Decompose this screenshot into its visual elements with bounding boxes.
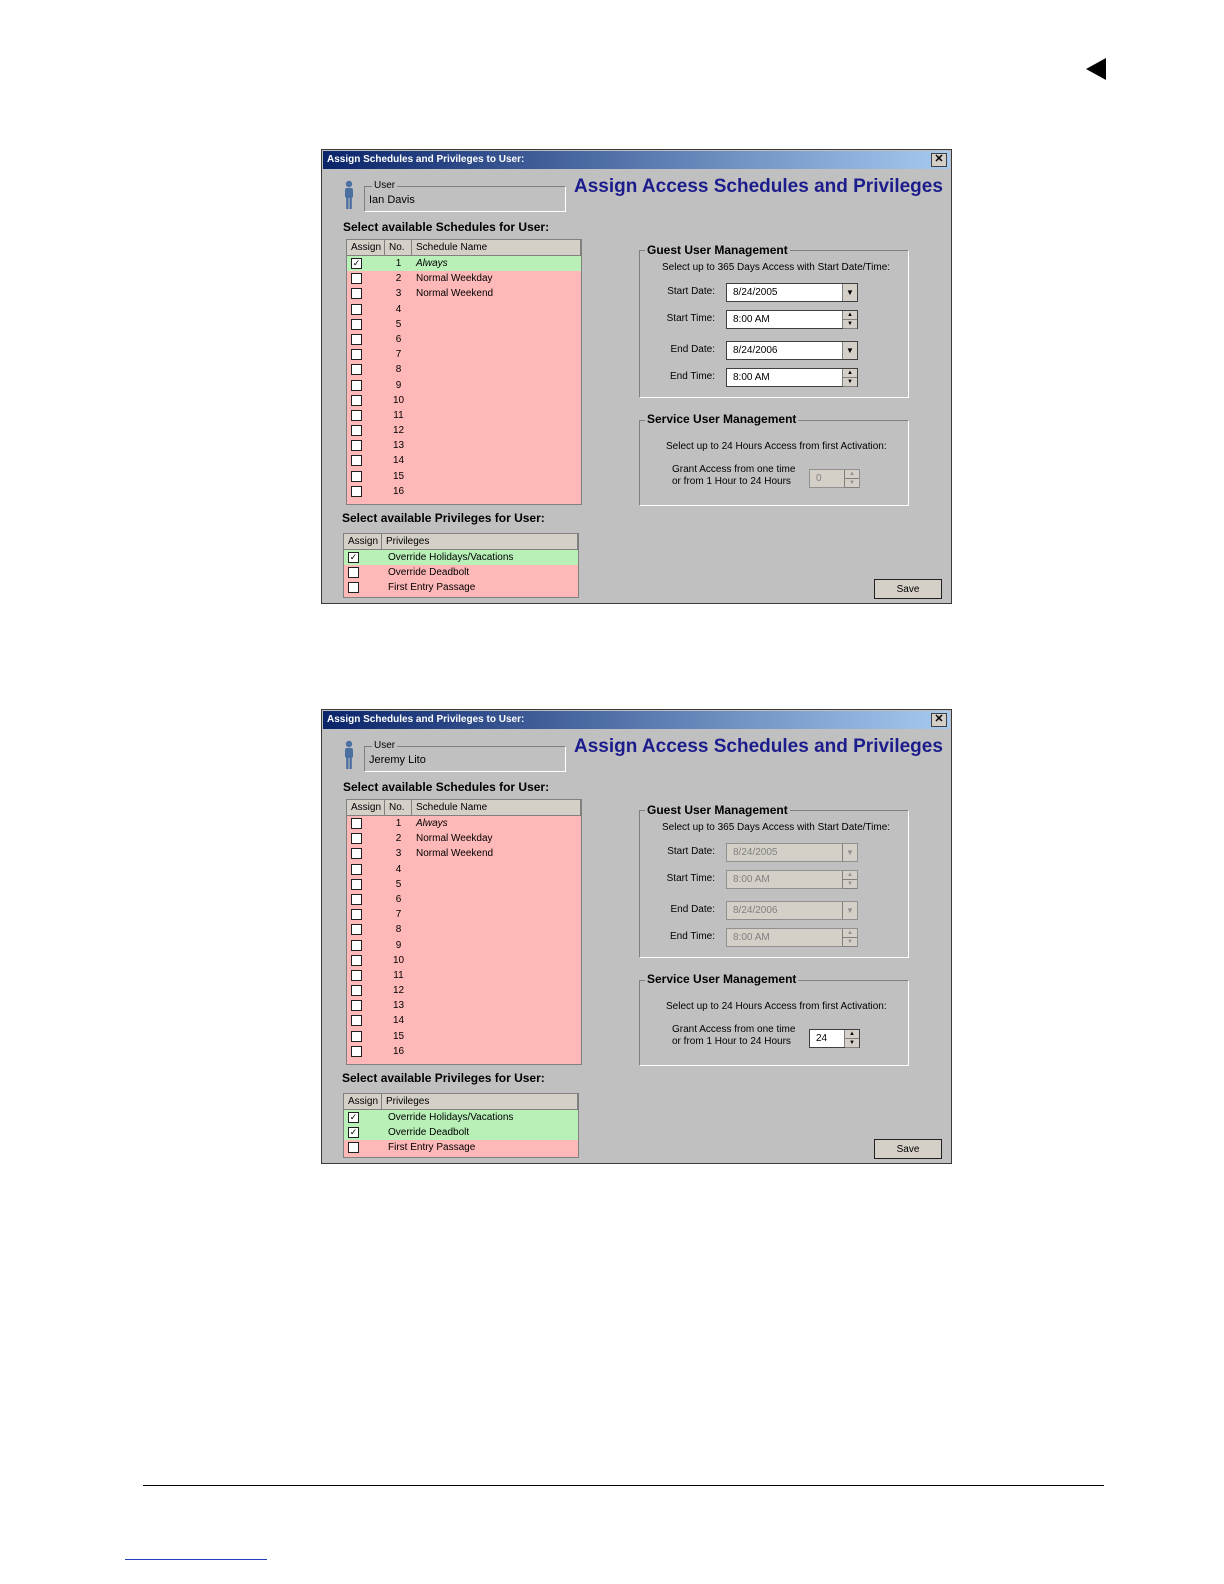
spin-down-icon[interactable]: ▼ xyxy=(843,378,857,387)
schedule-name xyxy=(412,317,416,332)
privileges-header xyxy=(344,1094,578,1110)
privilege-row[interactable] xyxy=(344,1140,578,1155)
schedule-number: 1 xyxy=(395,258,402,269)
privilege-row[interactable] xyxy=(344,580,578,595)
spin-buttons[interactable] xyxy=(842,871,857,888)
column-header[interactable]: Schedule Name xyxy=(412,800,581,815)
schedule-name: Always xyxy=(416,258,448,269)
assign-cell xyxy=(347,922,385,937)
assign-cell xyxy=(347,1029,385,1044)
assign-checkbox[interactable] xyxy=(351,319,362,330)
dialog-heading: Assign Access Schedules and Privileges xyxy=(574,736,943,757)
user-label: User xyxy=(374,180,396,191)
hours-spinner[interactable] xyxy=(809,1029,860,1048)
assign-cell xyxy=(347,347,385,362)
schedule-number: 13 xyxy=(392,440,405,452)
schedule-row[interactable] xyxy=(347,271,581,286)
assign-checkbox[interactable]: ✓ xyxy=(352,258,361,268)
end-date-picker[interactable] xyxy=(726,341,858,360)
schedule-row[interactable] xyxy=(347,453,581,468)
assign-checkbox[interactable] xyxy=(351,909,362,920)
assign-cell xyxy=(347,862,385,877)
spin-buttons[interactable] xyxy=(842,369,857,386)
schedule-number: 16 xyxy=(392,1045,405,1057)
end-date-label: End Date: xyxy=(670,344,715,355)
schedule-number: 5 xyxy=(395,878,402,890)
schedule-name xyxy=(412,998,416,1013)
schedule-name xyxy=(412,877,416,892)
assign-cell xyxy=(347,256,385,271)
assign-dialog xyxy=(321,149,952,604)
assign-checkbox[interactable] xyxy=(348,1142,359,1153)
start-time-spinner[interactable] xyxy=(726,310,858,329)
assign-cell xyxy=(344,1125,382,1140)
schedule-number: 2 xyxy=(395,833,402,845)
schedule-number: 8 xyxy=(395,924,402,936)
schedules-label: Select available Schedules for User: xyxy=(343,220,550,234)
assign-checkbox[interactable] xyxy=(351,1000,362,1011)
schedule-name xyxy=(412,423,416,438)
end-date-label: End Date: xyxy=(670,904,715,915)
schedule-number: 7 xyxy=(395,349,402,361)
privilege-row[interactable] xyxy=(344,1125,578,1140)
schedule-number: 14 xyxy=(392,455,405,467)
assign-cell xyxy=(347,846,385,861)
hours-value: 0 xyxy=(816,473,822,484)
service-group-title: Service User Management xyxy=(647,972,797,986)
close-icon[interactable]: ✕ xyxy=(931,153,947,167)
save-button[interactable]: Save xyxy=(874,579,942,599)
schedule-row[interactable] xyxy=(347,816,581,831)
footer-link-underline[interactable] xyxy=(125,1559,267,1560)
schedule-row[interactable] xyxy=(347,362,581,377)
schedule-row[interactable] xyxy=(347,484,581,499)
schedule-name xyxy=(412,484,416,499)
guest-description: Select up to 365 Days Access with Start Date/Time: xyxy=(662,822,891,833)
assign-checkbox[interactable] xyxy=(351,879,362,890)
assign-cell xyxy=(347,1013,385,1028)
assign-cell xyxy=(347,998,385,1013)
schedule-row[interactable] xyxy=(347,877,581,892)
schedule-name: Normal Weekday xyxy=(416,833,493,845)
assign-cell xyxy=(347,1044,385,1059)
schedule-row[interactable] xyxy=(347,423,581,438)
spin-buttons[interactable] xyxy=(842,929,857,946)
assign-cell xyxy=(347,907,385,922)
assign-cell xyxy=(344,565,382,580)
schedule-number: 10 xyxy=(392,954,405,966)
schedule-row[interactable] xyxy=(347,998,581,1013)
user-name: Ian Davis xyxy=(369,194,415,206)
privileges-header xyxy=(344,534,578,550)
column-header[interactable]: No. xyxy=(385,800,412,815)
schedule-name xyxy=(412,332,416,347)
start-date-value: 8/24/2005 xyxy=(733,847,778,858)
column-header[interactable]: Privileges xyxy=(382,534,578,549)
grant-text-line1: Grant Access from one time xyxy=(672,1024,796,1035)
column-header[interactable]: Assign xyxy=(344,1094,382,1109)
assign-checkbox[interactable] xyxy=(351,1046,362,1057)
schedules-grid xyxy=(346,239,582,505)
privileges-grid xyxy=(343,533,579,598)
schedule-number: 14 xyxy=(392,1015,405,1027)
schedule-name: Normal Weekday xyxy=(416,273,493,285)
start-time-label: Start Time: xyxy=(666,313,715,324)
schedule-name xyxy=(412,862,416,877)
schedule-row[interactable] xyxy=(347,332,581,347)
schedule-name xyxy=(412,1013,416,1028)
schedule-row[interactable] xyxy=(347,393,581,408)
schedule-name xyxy=(412,1029,416,1044)
assign-cell xyxy=(347,362,385,377)
assign-checkbox[interactable] xyxy=(351,924,362,935)
assign-checkbox[interactable] xyxy=(351,940,362,951)
assign-cell xyxy=(347,271,385,286)
column-header[interactable]: Privileges xyxy=(382,1094,578,1109)
schedule-row[interactable] xyxy=(347,831,581,846)
schedule-name xyxy=(412,362,416,377)
assign-checkbox[interactable] xyxy=(351,395,362,406)
schedule-name xyxy=(412,378,416,393)
end-date-value: 8/24/2006 xyxy=(733,905,778,916)
schedule-row[interactable] xyxy=(347,892,581,907)
start-date-label: Start Date: xyxy=(667,846,715,857)
assign-cell xyxy=(344,550,382,565)
privilege-row[interactable] xyxy=(344,1110,578,1125)
assign-cell xyxy=(347,469,385,484)
spin-buttons[interactable] xyxy=(844,470,859,487)
assign-cell xyxy=(347,453,385,468)
assign-cell xyxy=(347,378,385,393)
assign-checkbox[interactable] xyxy=(351,818,362,829)
assign-cell xyxy=(347,332,385,347)
schedule-name xyxy=(412,953,416,968)
schedules-header xyxy=(347,240,581,256)
end-time-label: End Time: xyxy=(669,931,715,942)
assign-checkbox[interactable]: ✓ xyxy=(349,552,358,562)
user-name: Jeremy Lito xyxy=(369,754,426,766)
user-icon xyxy=(342,740,356,770)
schedules-header xyxy=(347,800,581,816)
assign-cell xyxy=(347,438,385,453)
assign-checkbox[interactable] xyxy=(351,471,362,482)
schedules-grid xyxy=(346,799,582,1065)
assign-checkbox[interactable] xyxy=(351,1015,362,1026)
start-time-value: 8:00 AM xyxy=(733,314,770,325)
guest-group-title: Guest User Management xyxy=(647,243,788,257)
schedule-row[interactable] xyxy=(347,317,581,332)
start-time-value: 8:00 AM xyxy=(733,874,770,885)
schedule-row[interactable] xyxy=(347,907,581,922)
assign-cell xyxy=(347,877,385,892)
column-header[interactable]: Assign xyxy=(347,240,385,255)
schedule-number: 11 xyxy=(393,409,404,421)
assign-checkbox[interactable] xyxy=(351,894,362,905)
chevron-down-icon[interactable]: ▼ xyxy=(842,342,857,359)
schedule-name: Always xyxy=(416,818,448,829)
privilege-name: Override Holidays/Vacations xyxy=(388,552,514,563)
assign-checkbox[interactable] xyxy=(351,425,362,436)
chevron-down-icon[interactable]: ▼ xyxy=(842,284,857,301)
schedule-row[interactable] xyxy=(347,256,581,271)
schedule-number: 9 xyxy=(395,379,402,391)
schedule-number: 11 xyxy=(393,969,404,981)
guest-description: Select up to 365 Days Access with Start Date/Time: xyxy=(662,262,891,273)
schedule-row[interactable] xyxy=(347,408,581,423)
schedule-row[interactable] xyxy=(347,846,581,861)
schedule-number: 12 xyxy=(392,985,405,997)
spin-up-icon[interactable]: ▲ xyxy=(845,470,859,479)
guest-group-title: Guest User Management xyxy=(647,803,788,817)
schedule-number: 16 xyxy=(392,485,405,497)
schedule-name xyxy=(412,983,416,998)
schedule-name xyxy=(412,1044,416,1059)
schedule-name: Normal Weekend xyxy=(416,848,494,860)
assign-checkbox[interactable] xyxy=(351,848,362,859)
schedule-row[interactable] xyxy=(347,469,581,484)
hours-spinner[interactable] xyxy=(809,469,860,488)
privilege-name: Override Deadbolt xyxy=(388,1127,470,1139)
assign-cell xyxy=(347,423,385,438)
schedule-number: 15 xyxy=(392,470,405,482)
schedule-name xyxy=(412,469,416,484)
end-time-label: End Time: xyxy=(669,371,715,382)
assign-checkbox[interactable] xyxy=(351,455,362,466)
user-icon xyxy=(342,180,356,210)
spin-up-icon[interactable]: ▲ xyxy=(843,369,857,378)
schedule-name xyxy=(412,922,416,937)
spin-down-icon[interactable]: ▼ xyxy=(843,880,857,889)
spin-buttons[interactable] xyxy=(844,1030,859,1047)
assign-checkbox[interactable] xyxy=(351,864,362,875)
schedule-row[interactable] xyxy=(347,953,581,968)
schedule-number: 4 xyxy=(395,303,402,315)
start-date-picker[interactable] xyxy=(726,843,858,862)
schedule-name xyxy=(412,302,416,317)
schedule-name xyxy=(412,892,416,907)
schedule-row[interactable] xyxy=(347,347,581,362)
schedules-label: Select available Schedules for User: xyxy=(343,780,550,794)
end-time-value: 8:00 AM xyxy=(733,932,770,943)
schedule-row[interactable] xyxy=(347,302,581,317)
spin-down-icon[interactable]: ▼ xyxy=(843,320,857,329)
schedule-number: 1 xyxy=(395,818,402,829)
service-group-title: Service User Management xyxy=(647,412,797,426)
schedule-name xyxy=(412,453,416,468)
start-date-picker[interactable] xyxy=(726,283,858,302)
start-time-spinner[interactable] xyxy=(726,870,858,889)
assign-checkbox[interactable] xyxy=(351,970,362,981)
privileges-label: Select available Privileges for User: xyxy=(342,511,545,525)
user-label: User xyxy=(374,740,396,751)
end-time-spinner[interactable] xyxy=(726,928,858,947)
schedule-row[interactable] xyxy=(347,1029,581,1044)
schedule-number: 3 xyxy=(395,288,402,300)
schedule-name xyxy=(412,907,416,922)
spin-down-icon[interactable]: ▼ xyxy=(843,938,857,947)
privilege-name: Override Deadbolt xyxy=(388,567,470,579)
spin-down-icon[interactable]: ▼ xyxy=(845,479,859,488)
schedule-row[interactable] xyxy=(347,922,581,937)
assign-checkbox[interactable] xyxy=(351,410,362,421)
assign-checkbox[interactable] xyxy=(351,833,362,844)
hours-value: 24 xyxy=(816,1033,828,1044)
save-button[interactable]: Save xyxy=(874,1139,942,1159)
assign-checkbox[interactable] xyxy=(351,304,362,315)
assign-cell xyxy=(347,953,385,968)
assign-checkbox[interactable] xyxy=(351,380,362,391)
assign-checkbox[interactable] xyxy=(351,273,362,284)
assign-checkbox[interactable] xyxy=(351,288,362,299)
end-time-value: 8:00 AM xyxy=(733,372,770,383)
assign-checkbox[interactable] xyxy=(351,985,362,996)
start-date-label: Start Date: xyxy=(667,286,715,297)
schedule-number: 3 xyxy=(395,848,402,860)
schedule-number: 2 xyxy=(395,273,402,285)
end-date-picker[interactable] xyxy=(726,901,858,920)
assign-checkbox[interactable] xyxy=(351,440,362,451)
privilege-row[interactable] xyxy=(344,550,578,565)
column-header[interactable]: No. xyxy=(385,240,412,255)
schedule-number: 9 xyxy=(395,939,402,951)
spin-up-icon[interactable]: ▲ xyxy=(845,1030,859,1039)
assign-cell xyxy=(347,393,385,408)
assign-dialog xyxy=(321,709,952,1164)
schedule-name: Normal Weekend xyxy=(416,288,494,300)
schedule-number: 6 xyxy=(395,333,402,345)
privileges-label: Select available Privileges for User: xyxy=(342,1071,545,1085)
assign-cell xyxy=(347,286,385,301)
assign-checkbox[interactable]: ✓ xyxy=(349,1112,358,1122)
schedule-row[interactable] xyxy=(347,862,581,877)
schedule-number: 12 xyxy=(392,425,405,437)
spin-down-icon[interactable]: ▼ xyxy=(845,1039,859,1048)
service-description: Select up to 24 Hours Access from first Activation: xyxy=(666,441,887,452)
assign-cell xyxy=(347,968,385,983)
start-date-value: 8/24/2005 xyxy=(733,287,778,298)
footer-rule xyxy=(143,1485,1104,1486)
schedule-number: 4 xyxy=(395,863,402,875)
spin-up-icon[interactable]: ▲ xyxy=(843,871,857,880)
assign-cell xyxy=(347,302,385,317)
schedule-number: 13 xyxy=(392,1000,405,1012)
service-description: Select up to 24 Hours Access from first Activation: xyxy=(666,1001,887,1012)
assign-cell xyxy=(344,1140,382,1155)
schedule-number: 8 xyxy=(395,364,402,376)
schedule-name xyxy=(412,938,416,953)
assign-checkbox[interactable] xyxy=(348,567,359,578)
back-arrow-icon[interactable] xyxy=(1086,58,1106,80)
dialog-title: Assign Schedules and Privileges to User: xyxy=(327,714,525,725)
schedule-number: 5 xyxy=(395,318,402,330)
privilege-name: First Entry Passage xyxy=(388,582,476,594)
assign-checkbox[interactable]: ✓ xyxy=(349,1127,358,1138)
chevron-down-icon[interactable]: ▼ xyxy=(842,902,857,919)
schedule-number: 10 xyxy=(392,394,405,406)
column-header[interactable]: Schedule Name xyxy=(412,240,581,255)
assign-checkbox[interactable] xyxy=(351,364,362,375)
schedule-row[interactable] xyxy=(347,983,581,998)
assign-cell xyxy=(347,831,385,846)
spin-up-icon[interactable]: ▲ xyxy=(843,929,857,938)
service-user-group xyxy=(639,980,909,1066)
assign-cell xyxy=(347,484,385,499)
assign-cell xyxy=(347,317,385,332)
schedule-name xyxy=(412,408,416,423)
schedule-row[interactable] xyxy=(347,286,581,301)
assign-checkbox[interactable] xyxy=(351,955,362,966)
assign-cell xyxy=(347,983,385,998)
schedule-number: 7 xyxy=(395,909,402,921)
schedule-row[interactable] xyxy=(347,938,581,953)
schedule-row[interactable] xyxy=(347,1044,581,1059)
dialog-titlebar xyxy=(323,711,950,729)
privilege-name: First Entry Passage xyxy=(388,1142,476,1154)
dialog-titlebar xyxy=(323,151,950,169)
assign-cell xyxy=(347,892,385,907)
assign-checkbox[interactable] xyxy=(351,1031,362,1042)
privilege-name: Override Holidays/Vacations xyxy=(388,1112,514,1123)
schedule-name xyxy=(412,968,416,983)
grant-text-line2: or from 1 Hour to 24 Hours xyxy=(672,1036,791,1047)
end-time-spinner[interactable] xyxy=(726,368,858,387)
assign-cell xyxy=(347,816,385,831)
schedule-name xyxy=(412,393,416,408)
close-icon[interactable]: ✕ xyxy=(931,713,947,727)
schedule-row[interactable] xyxy=(347,968,581,983)
schedule-number: 15 xyxy=(392,1030,405,1042)
chevron-down-icon[interactable]: ▼ xyxy=(842,844,857,861)
start-time-label: Start Time: xyxy=(666,873,715,884)
assign-checkbox[interactable] xyxy=(351,334,362,345)
schedule-row[interactable] xyxy=(347,378,581,393)
assign-cell xyxy=(344,1110,382,1125)
assign-checkbox[interactable] xyxy=(351,349,362,360)
assign-cell xyxy=(347,938,385,953)
end-date-value: 8/24/2006 xyxy=(733,345,778,356)
schedule-number: 6 xyxy=(395,893,402,905)
column-header[interactable]: Assign xyxy=(344,534,382,549)
grant-text-line1: Grant Access from one time xyxy=(672,464,796,475)
service-user-group xyxy=(639,420,909,506)
assign-checkbox[interactable] xyxy=(348,582,359,593)
spin-up-icon[interactable]: ▲ xyxy=(843,311,857,320)
schedule-row[interactable] xyxy=(347,438,581,453)
privilege-row[interactable] xyxy=(344,565,578,580)
dialog-title: Assign Schedules and Privileges to User: xyxy=(327,154,525,165)
dialog-heading: Assign Access Schedules and Privileges xyxy=(574,176,943,197)
schedule-name xyxy=(412,347,416,362)
privileges-grid xyxy=(343,1093,579,1158)
assign-cell xyxy=(344,580,382,595)
assign-cell xyxy=(347,408,385,423)
schedule-row[interactable] xyxy=(347,1013,581,1028)
column-header[interactable]: Assign xyxy=(347,800,385,815)
grant-text-line2: or from 1 Hour to 24 Hours xyxy=(672,476,791,487)
schedule-name xyxy=(412,438,416,453)
assign-checkbox[interactable] xyxy=(351,486,362,497)
spin-buttons[interactable] xyxy=(842,311,857,328)
